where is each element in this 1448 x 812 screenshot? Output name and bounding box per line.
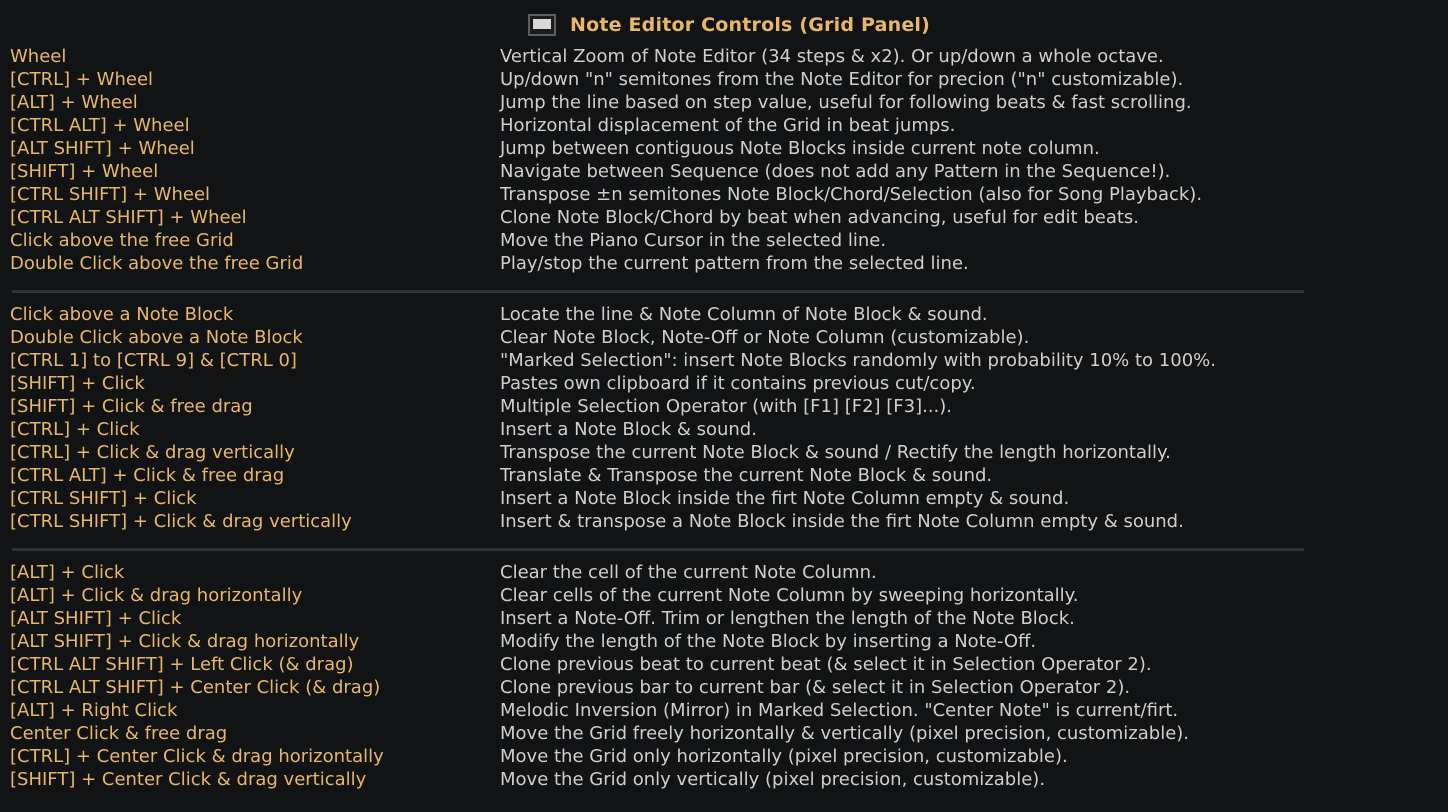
control-row xyxy=(0,183,1448,206)
shortcut-description: Transpose ±n semitones Note Block/Chord/Selection (also for Song Playback). xyxy=(500,184,1203,205)
advanced-click-section xyxy=(0,561,1448,791)
shortcut-description: Clone previous beat to current beat (& select it in Selection Operator 2). xyxy=(500,654,1152,675)
shortcut-description: Jump between contiguous Note Blocks inside current note column. xyxy=(500,138,1100,159)
shortcut-key: [CTRL] + Click & drag vertically xyxy=(10,442,295,463)
shortcut-key: Double Click above a Note Block xyxy=(10,327,303,348)
control-row xyxy=(0,137,1448,160)
panel-header xyxy=(0,12,1448,38)
shortcut-description: Transpose the current Note Block & sound / Rectify the length horizontally. xyxy=(500,442,1171,463)
note-block-click-section xyxy=(0,303,1448,533)
shortcut-key: [CTRL ALT SHIFT] + Wheel xyxy=(10,207,247,228)
panel-icon[interactable] xyxy=(528,14,556,36)
section-divider xyxy=(12,548,1304,551)
shortcut-description: Move the Grid freely horizontally & vertically (pixel precision, customizable). xyxy=(500,723,1190,744)
shortcut-description: Move the Grid only vertically (pixel precision, customizable). xyxy=(500,769,1046,790)
shortcut-key: [SHIFT] + Wheel xyxy=(10,161,159,182)
shortcut-description: Navigate between Sequence (does not add any Pattern in the Sequence!). xyxy=(500,161,1171,182)
shortcut-key: [CTRL SHIFT] + Wheel xyxy=(10,184,211,205)
control-row xyxy=(0,510,1448,533)
control-row xyxy=(0,252,1448,275)
shortcut-description: Move the Piano Cursor in the selected line. xyxy=(500,230,887,251)
shortcut-description: Melodic Inversion (Mirror) in Marked Selection. "Center Note" is current/firt. xyxy=(500,700,1179,721)
shortcut-key: [CTRL ALT] + Wheel xyxy=(10,115,190,136)
control-row xyxy=(0,114,1448,137)
shortcut-key: [ALT] + Click xyxy=(10,562,125,583)
shortcut-description: Clear cells of the current Note Column by sweeping horizontally. xyxy=(500,585,1079,606)
control-row xyxy=(0,768,1448,791)
control-row xyxy=(0,676,1448,699)
panel-icon-inner xyxy=(533,19,551,29)
shortcut-description: Insert a Note Block inside the firt Note Column empty & sound. xyxy=(500,488,1070,509)
section-divider xyxy=(12,290,1304,293)
control-row xyxy=(0,229,1448,252)
shortcut-key: [CTRL] + Wheel xyxy=(10,69,154,90)
shortcut-description: Clone Note Block/Chord by beat when advancing, useful for edit beats. xyxy=(500,207,1140,228)
control-row xyxy=(0,206,1448,229)
shortcut-key: Wheel xyxy=(10,46,67,67)
control-row xyxy=(0,699,1448,722)
shortcut-key: [CTRL ALT SHIFT] + Center Click (& drag) xyxy=(10,677,381,698)
shortcut-key: [CTRL] + Click xyxy=(10,419,140,440)
control-row xyxy=(0,349,1448,372)
shortcut-description: Clear the cell of the current Note Column. xyxy=(500,562,877,583)
shortcut-description: Insert a Note Block & sound. xyxy=(500,419,757,440)
control-row xyxy=(0,561,1448,584)
shortcut-key: Click above a Note Block xyxy=(10,304,234,325)
shortcut-key: [CTRL SHIFT] + Click xyxy=(10,488,197,509)
shortcut-key: [ALT] + Right Click xyxy=(10,700,178,721)
control-row xyxy=(0,487,1448,510)
control-row xyxy=(0,441,1448,464)
shortcut-key: [ALT SHIFT] + Click xyxy=(10,608,182,629)
shortcut-description: Clear Note Block, Note-Off or Note Column (customizable). xyxy=(500,327,1030,348)
shortcut-key: [ALT SHIFT] + Wheel xyxy=(10,138,195,159)
control-row xyxy=(0,160,1448,183)
shortcut-description: Jump the line based on step value, useful for following beats & fast scrolling. xyxy=(500,92,1192,113)
control-row xyxy=(0,303,1448,326)
shortcut-key: [CTRL 1] to [CTRL 9] & [CTRL 0] xyxy=(10,350,297,371)
shortcut-key: [CTRL ALT SHIFT] + Left Click (& drag) xyxy=(10,654,354,675)
shortcut-key: [CTRL] + Center Click & drag horizontally xyxy=(10,746,384,767)
control-row xyxy=(0,630,1448,653)
control-row xyxy=(0,584,1448,607)
shortcut-description: Locate the line & Note Column of Note Block & sound. xyxy=(500,304,988,325)
control-row xyxy=(0,418,1448,441)
control-row xyxy=(0,372,1448,395)
shortcut-key: Center Click & free drag xyxy=(10,723,228,744)
shortcut-key: [CTRL ALT] + Click & free drag xyxy=(10,465,285,486)
shortcut-key: [ALT] + Click & drag horizontally xyxy=(10,585,303,606)
control-row xyxy=(0,607,1448,630)
control-row xyxy=(0,68,1448,91)
shortcut-description: Vertical Zoom of Note Editor (34 steps & x2). Or up/down a whole octave. xyxy=(500,46,1164,67)
control-row xyxy=(0,653,1448,676)
shortcut-description: Modify the length of the Note Block by inserting a Note-Off. xyxy=(500,631,1037,652)
shortcut-key: [SHIFT] + Center Click & drag vertically xyxy=(10,769,367,790)
shortcut-description: "Marked Selection": insert Note Blocks randomly with probability 10% to 100%. xyxy=(500,350,1216,371)
shortcut-key: Click above the free Grid xyxy=(10,230,234,251)
control-row xyxy=(0,745,1448,768)
shortcut-description: Insert a Note-Off. Trim or lengthen the length of the Note Block. xyxy=(500,608,1075,629)
shortcut-key: [ALT] + Wheel xyxy=(10,92,138,113)
shortcut-description: Play/stop the current pattern from the selected line. xyxy=(500,253,969,274)
shortcut-key: [CTRL SHIFT] + Click & drag vertically xyxy=(10,511,352,532)
shortcut-description: Move the Grid only horizontally (pixel precision, customizable). xyxy=(500,746,1068,767)
shortcut-description: Up/down "n" semitones from the Note Editor for precion ("n" customizable). xyxy=(500,69,1184,90)
control-row xyxy=(0,722,1448,745)
control-row xyxy=(0,45,1448,68)
shortcut-key: Double Click above the free Grid xyxy=(10,253,304,274)
wheel-controls-section xyxy=(0,45,1448,275)
shortcut-description: Pastes own clipboard if it contains previous cut/copy. xyxy=(500,373,976,394)
panel-title: Note Editor Controls (Grid Panel) xyxy=(569,14,931,36)
shortcut-key: [ALT SHIFT] + Click & drag horizontally xyxy=(10,631,360,652)
shortcut-description: Insert & transpose a Note Block inside the firt Note Column empty & sound. xyxy=(500,511,1184,532)
shortcut-description: Clone previous bar to current bar (& select it in Selection Operator 2). xyxy=(500,677,1131,698)
shortcut-description: Horizontal displacement of the Grid in beat jumps. xyxy=(500,115,956,136)
shortcut-description: Multiple Selection Operator (with [F1] [F2] [F3]...). xyxy=(500,396,953,417)
control-row xyxy=(0,326,1448,349)
control-row xyxy=(0,464,1448,487)
shortcut-description: Translate & Transpose the current Note Block & sound. xyxy=(500,465,993,486)
control-row xyxy=(0,395,1448,418)
control-row xyxy=(0,91,1448,114)
shortcut-key: [SHIFT] + Click xyxy=(10,373,145,394)
shortcut-key: [SHIFT] + Click & free drag xyxy=(10,396,253,417)
